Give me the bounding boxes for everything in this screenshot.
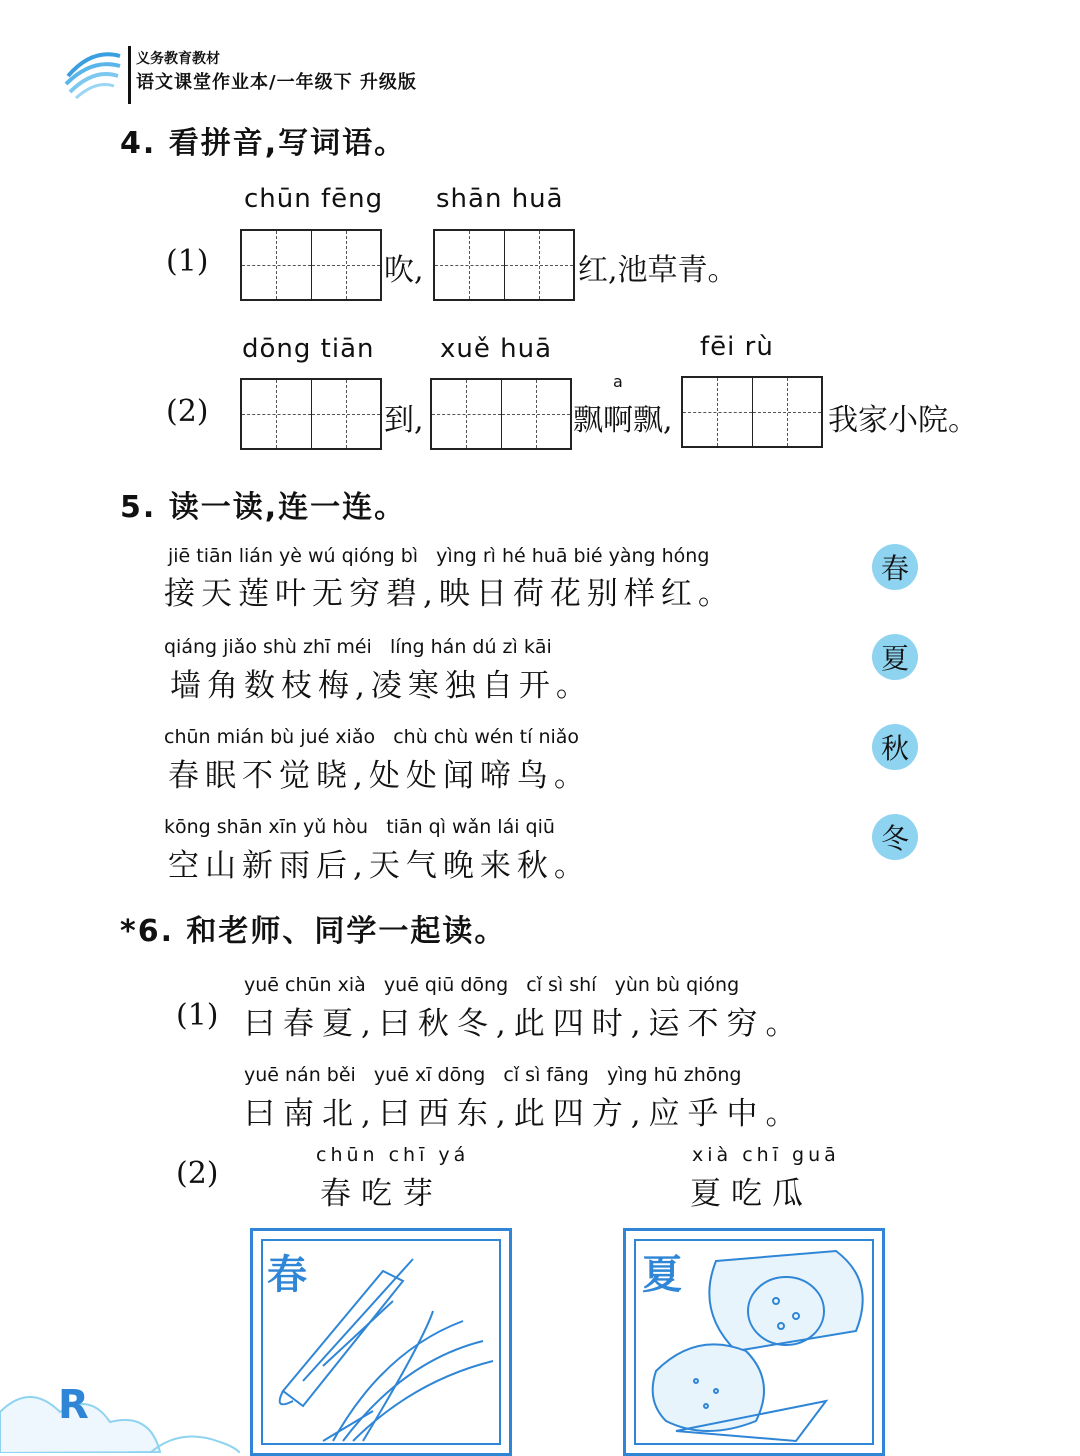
season-winter-badge[interactable]: 冬: [872, 814, 918, 860]
q5-line-4-pinyin: kōng shān xīn yǔ hòu tiān qì wǎn lái qiū: [164, 816, 555, 838]
season-summer-badge[interactable]: 夏: [872, 634, 918, 680]
q4-r2-text-1: 到,: [384, 403, 424, 438]
cloud-decoration-icon: [0, 1372, 240, 1453]
q6-p1-line-1: 曰春夏,曰秋冬,此四时,运不穷。: [244, 1006, 805, 1042]
q6-title: *6. 和老师、同学一起读。: [120, 914, 507, 949]
q6-p1-line-2: 曰南北,曰西东,此四方,应乎中。: [244, 1096, 805, 1132]
q6-p2-pinyin-2: xià chī guā: [692, 1144, 840, 1166]
q4-r2-text-2: 飘啊飘,: [573, 403, 673, 438]
q4-r2-pinyin-3: fēi rù: [700, 332, 774, 362]
footer-letter: R: [58, 1382, 89, 1428]
q6-p2-label: (2): [176, 1156, 219, 1191]
summer-picture-char: 夏: [642, 1251, 682, 1298]
bamboo-shoot-icon: [263, 1241, 499, 1443]
q6-p2-text-1: 春吃芽: [320, 1176, 443, 1212]
q5-line-3-pinyin: chūn mián bù jué xiǎo chù chù wén tí niǎo: [164, 726, 580, 748]
q4-r1-label: (1): [166, 244, 209, 279]
q5-line-4-text: 空山新雨后,天气晚来秋。: [168, 848, 591, 884]
q4-r2-answer-box-3[interactable]: [681, 376, 823, 448]
q5-title: 5. 读一读,连一连。: [120, 490, 407, 525]
q4-r2-small-a: a: [613, 372, 623, 391]
q4-r1-pinyin-2: shān huā: [436, 184, 564, 214]
melon-icon: [636, 1241, 872, 1443]
q4-r2-answer-box-2[interactable]: [430, 378, 572, 450]
q5-line-3-text: 春眠不觉晓,处处闻啼鸟。: [168, 758, 591, 794]
q5-line-1-pinyin: jiē tiān lián yè wú qióng bì yìng rì hé huā bié yàng hóng: [168, 545, 710, 567]
q4-r1-answer-box-2[interactable]: [433, 229, 575, 301]
q4-r2-pinyin-2: xuě huā: [440, 334, 553, 364]
publisher-logo-icon: [62, 46, 124, 104]
q4-r1-answer-box-1[interactable]: [240, 229, 382, 301]
header-book-title: 语文课堂作业本/一年级下 升级版: [136, 72, 417, 93]
season-spring-badge[interactable]: 春: [872, 544, 918, 590]
q5-line-2-pinyin: qiáng jiǎo shù zhī méi líng hán dú zì kāi: [164, 636, 552, 658]
q6-p1-pinyin-2: yuē nán běi yuē xī dōng cǐ sì fāng yìng hū zhōng: [244, 1064, 742, 1086]
q6-p2-text-2: 夏吃瓜: [690, 1176, 813, 1212]
q6-p1-pinyin-1: yuē chūn xià yuē qiū dōng cǐ sì shí yùn bù qióng: [244, 974, 740, 996]
q4-r2-answer-box-1[interactable]: [240, 378, 382, 450]
q5-line-2-text: 墙角数枝梅,凌寒独自开。: [170, 668, 593, 704]
header-series: 义务教育教材: [136, 51, 220, 67]
q4-r1-pinyin-1: chūn fēng: [244, 184, 384, 214]
q6-p1-label: (1): [176, 998, 219, 1033]
season-autumn-badge[interactable]: 秋: [872, 724, 918, 770]
q4-r2-pinyin-1: dōng tiān: [242, 334, 375, 364]
header-divider: [128, 46, 131, 104]
q6-p2-pinyin-1: chūn chī yá: [316, 1144, 470, 1166]
spring-picture-frame: [250, 1228, 512, 1456]
q4-title: 4. 看拼音,写词语。: [120, 126, 407, 161]
q4-r1-text-2: 红,池草青。: [578, 253, 738, 288]
spring-picture-char: 春: [267, 1251, 307, 1298]
summer-picture-frame: [623, 1228, 885, 1456]
q4-r2-label: (2): [166, 394, 209, 429]
q4-r1-text-1: 吹,: [384, 253, 424, 288]
q5-line-1-text: 接天莲叶无穷碧,映日荷花别样红。: [164, 576, 735, 612]
q4-r2-text-3: 我家小院。: [828, 403, 978, 438]
